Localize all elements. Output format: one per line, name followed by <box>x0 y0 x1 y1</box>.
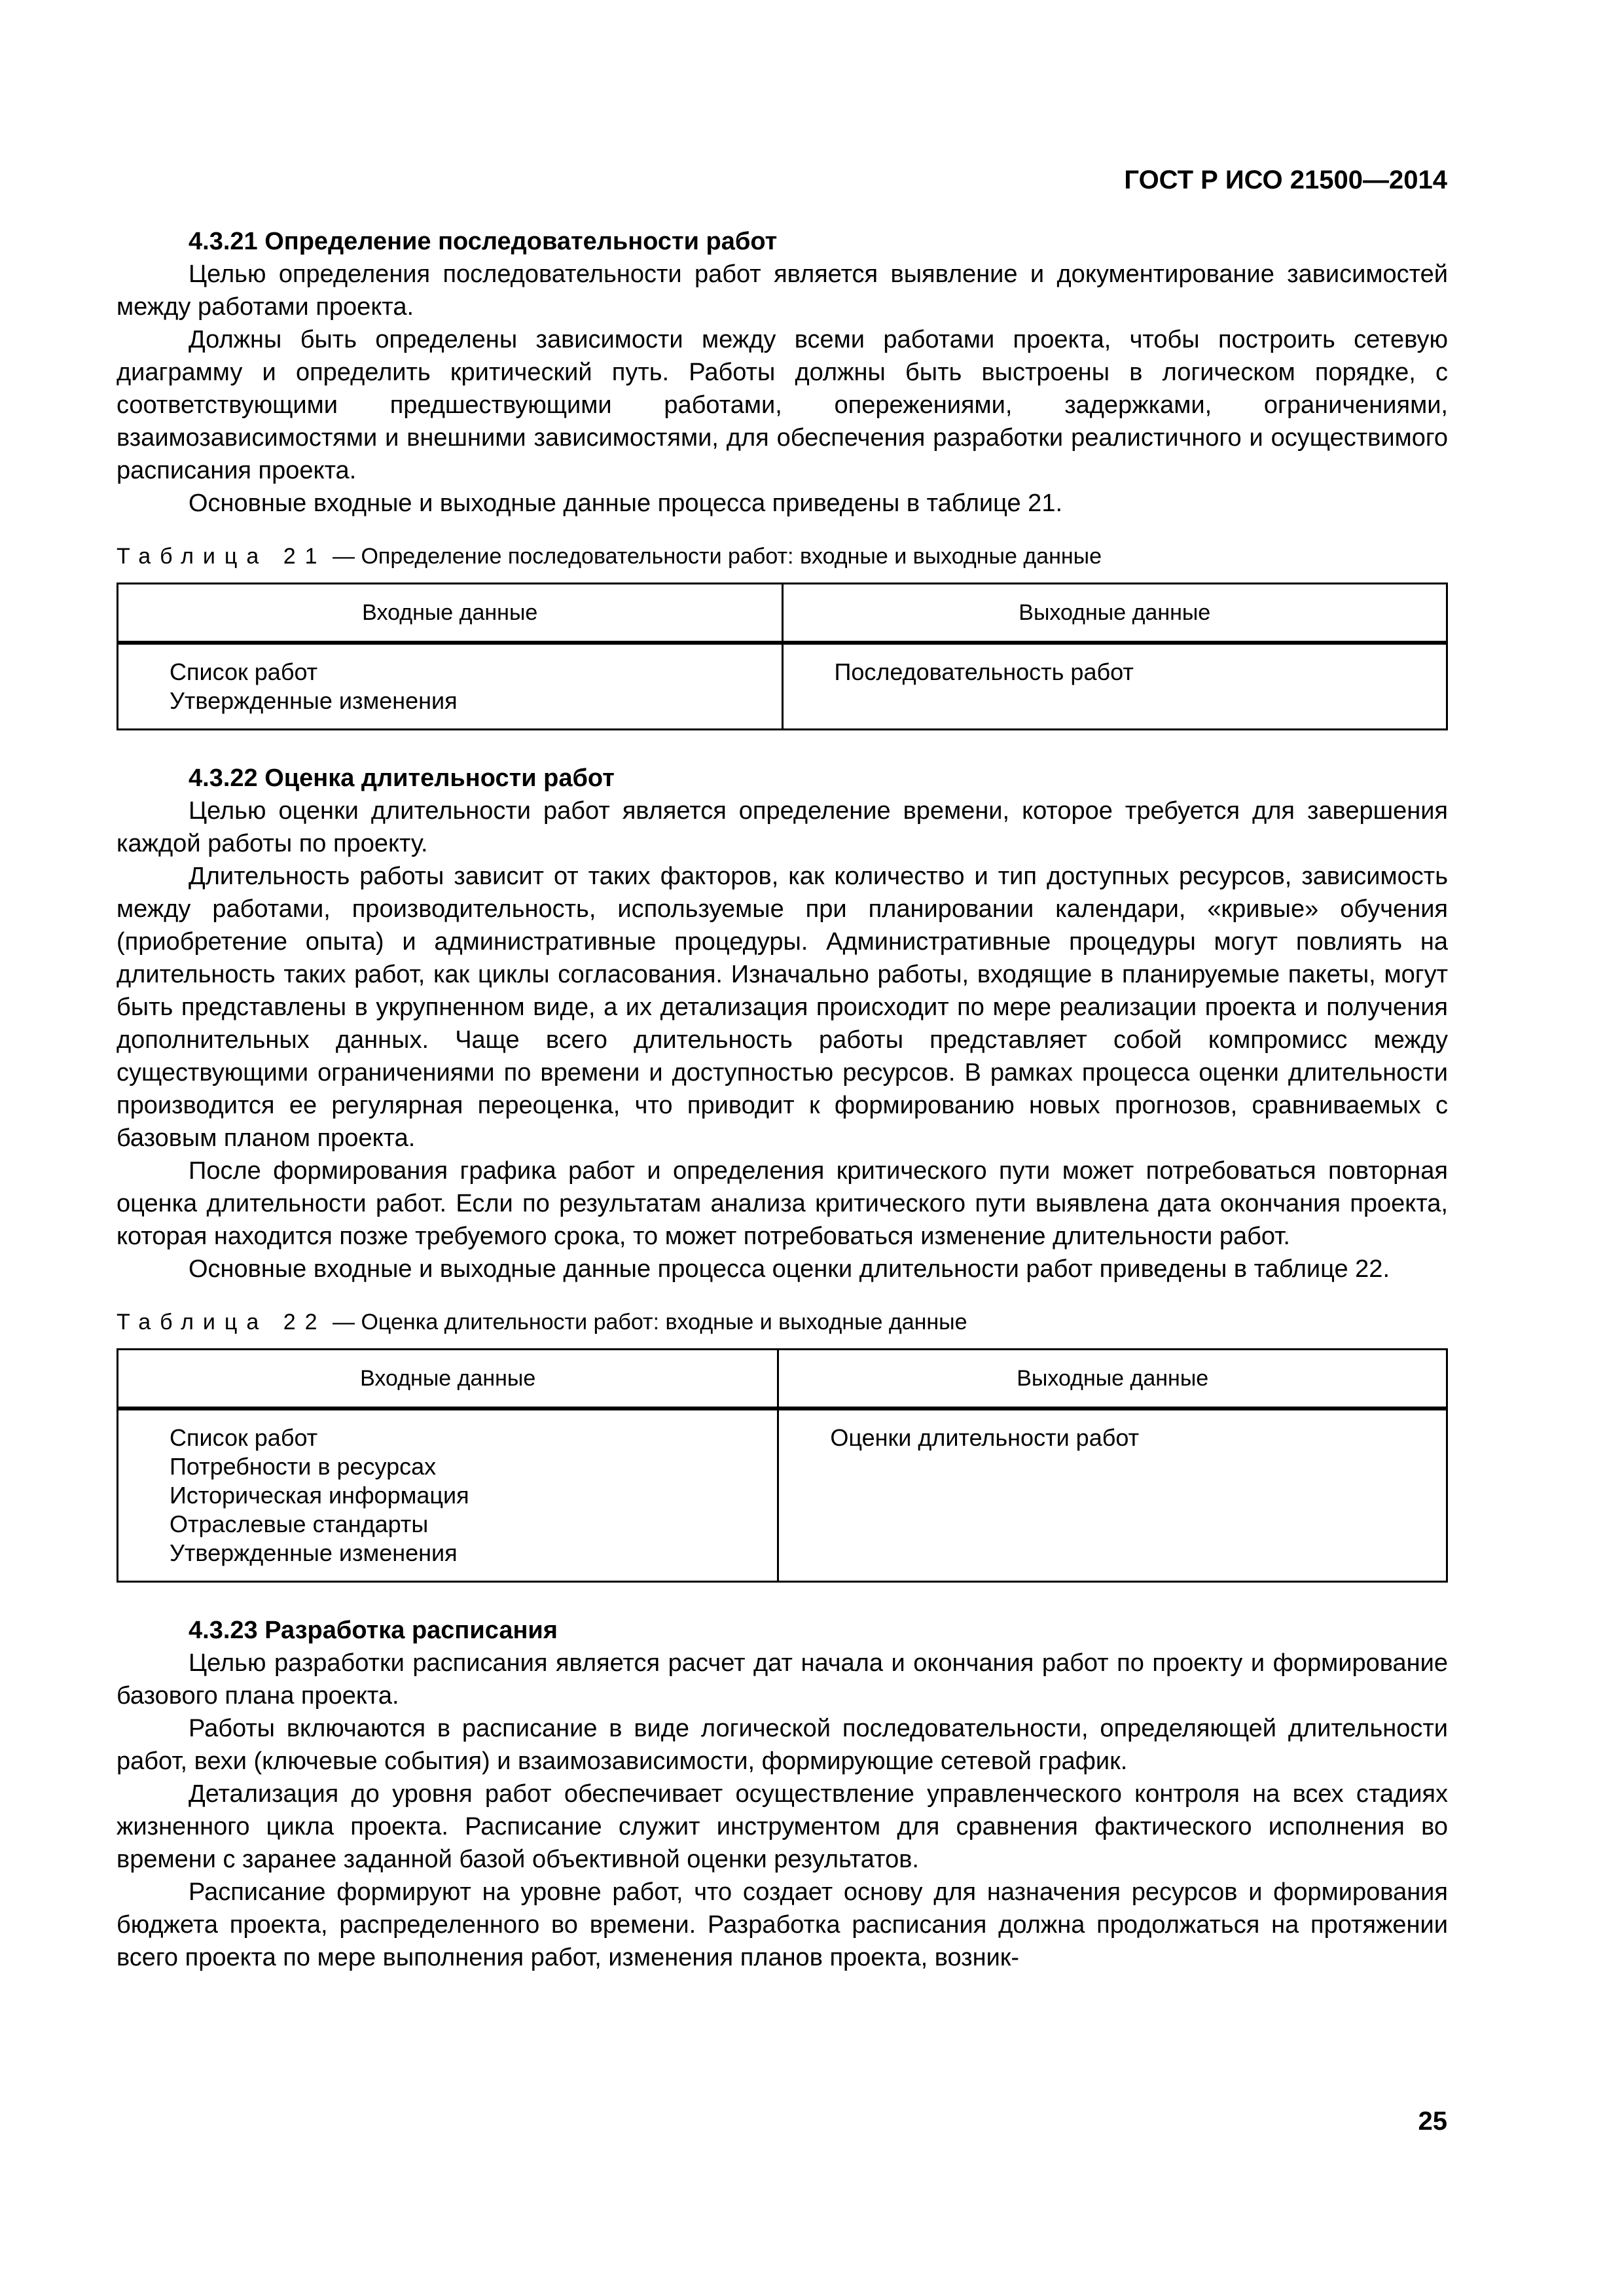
table-21-title: — Определение последовательности работ: входные и выходные данные <box>333 544 1102 569</box>
paragraph: Целью определения последовательности работ является выявление и документирование зависимостей между работами проекта. <box>117 260 1448 321</box>
table-row <box>118 643 1447 730</box>
column-header-inputs: Входные данные <box>118 1350 778 1409</box>
list-item: Утвержденные изменения <box>170 1539 458 1566</box>
list-item: Список работ <box>170 658 318 685</box>
list-item: Утвержденные изменения <box>170 687 458 714</box>
section-heading-4-3-22: 4.3.22 Оценка длительности работ <box>189 764 615 792</box>
page-content <box>117 225 1448 1974</box>
list-item: Последовательность работ <box>834 658 1134 685</box>
table-22-label: Таблица 22 <box>117 1310 327 1335</box>
list-item: Потребности в ресурсах <box>170 1453 437 1480</box>
table-header-row <box>118 584 1447 643</box>
inputs-cell <box>118 1408 778 1582</box>
section-heading-4-3-21: 4.3.21 Определение последовательности работ <box>189 228 778 255</box>
table-21-label: Таблица 21 <box>117 544 327 569</box>
paragraph: Целью разработки расписания является расчет дат начала и окончания работ по проекту и формирование базового плана проекта. <box>117 1649 1448 1710</box>
paragraph: Должны быть определены зависимости между всеми работами проекта, чтобы построить сетевую диаграмму и определить критический путь. Работы должны быть выстроены в логическом порядке, с соответствующими предшествующими работами, опережениями, задержками, ограничениями, взаимозависимостями и внешними зависимостями, для обеспечения разработки реалистичного и осуществимого расписания проекта. <box>117 326 1448 484</box>
page-number: 25 <box>1418 2107 1447 2136</box>
table-21 <box>117 583 1448 730</box>
paragraph: Длительность работы зависит от таких факторов, как количество и тип доступных ресурсов, зависимость между работами, производительность, используемые при планировании календари, «кривые» обучения (приобретение опыта) и административные процедуры. Административные процедуры могут повлиять на длительность таких работ, как циклы согласования. Изначально работы, входящие в планируемые пакеты, могут быть представлены в укрупненном виде, а их детализация происходит по мере реализации проекта и получения дополнительных данных. Чаще всего длительность работы представляет собой компромисс между существующими ограничениями по времени и доступностью ресурсов. В рамках процесса оценки длительности производится ее регулярная переоценка, что приводит к формированию новых прогнозов, сравниваемых с базовым планом проекта. <box>117 863 1448 1152</box>
paragraph: Основные входные и выходные данные процесса приведены в таблице 21. <box>189 490 1063 517</box>
paragraph: Целью оценки длительности работ является определение времени, которое требуется для завершения каждой работы по проекту. <box>117 797 1448 857</box>
list-item: Отраслевые стандарты <box>170 1511 429 1537</box>
list-item: Оценки длительности работ <box>830 1424 1140 1451</box>
list-item: Историческая информация <box>170 1482 469 1509</box>
outputs-cell <box>782 643 1447 730</box>
table-22 <box>117 1348 1448 1583</box>
inputs-cell <box>118 643 783 730</box>
column-header-inputs: Входные данные <box>118 584 783 643</box>
paragraph: Расписание формируют на уровне работ, что создает основу для назначения ресурсов и формирования бюджета проекта, распределенного во времени. Разработка расписания должна продолжаться на протяжении всего проекта по мере выполнения работ, изменения планов проекта, возник- <box>117 1878 1448 1971</box>
section-heading-4-3-23: 4.3.23 Разработка расписания <box>189 1617 558 1644</box>
table-row <box>118 1408 1447 1582</box>
table-22-caption <box>117 1308 1448 1336</box>
document-code-header: ГОСТ Р ИСО 21500—2014 <box>1124 166 1447 194</box>
column-header-outputs: Выходные данные <box>782 584 1447 643</box>
paragraph: Детализация до уровня работ обеспечивает осуществление управленческого контроля на всех стадиях жизненного цикла проекта. Расписание служит инструментом для сравнения фактического исполнения во времени с заранее заданной базой объективной оценки результатов. <box>117 1780 1448 1873</box>
outputs-cell <box>778 1408 1447 1582</box>
list-item: Список работ <box>170 1424 318 1451</box>
paragraph: Работы включаются в расписание в виде логической последовательности, определяющей длительности работ, вехи (ключевые события) и взаимозависимости, формирующие сетевой график. <box>117 1715 1448 1775</box>
table-21-caption <box>117 542 1448 571</box>
table-22-title: — Оценка длительности работ: входные и выходные данные <box>333 1310 967 1335</box>
table-header-row <box>118 1350 1447 1409</box>
paragraph: Основные входные и выходные данные процесса оценки длительности работ приведены в таблице 22. <box>189 1255 1390 1283</box>
column-header-outputs: Выходные данные <box>778 1350 1447 1409</box>
paragraph: После формирования графика работ и определения критического пути может потребоваться повторная оценка длительности работ. Если по результатам анализа критического пути выявлена дата окончания проекта, которая находится позже требуемого срока, то может потребоваться изменение длительности работ. <box>117 1157 1448 1250</box>
